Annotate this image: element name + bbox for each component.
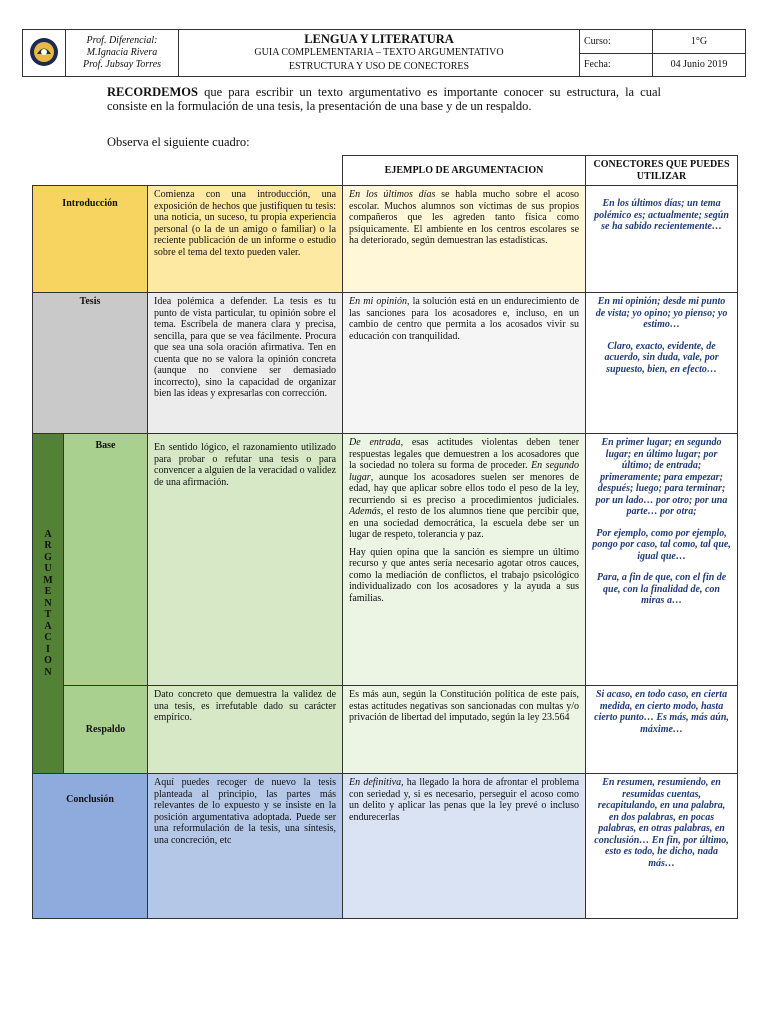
respaldo-connectors: Si acaso, en todo caso, en cierta medida, en cierto modo, hasta cierto punto… Es más, más aún, máxime…: [586, 686, 738, 774]
base-example-text1: , esas actitudes violentas deben tener respuestas legales que demuestren a los acosadores que la sociedad no tolera su forma de proceder.: [349, 437, 580, 471]
curso-value: 1°G: [653, 30, 746, 54]
conclusion-label: Conclusión: [33, 774, 148, 919]
fecha-label: Fecha:: [580, 53, 653, 77]
intro-text: que para escribir un texto argumentativo es importante conocer su estructura, la cual consiste en la formulación de una tesis, la presentación de una base y de un respaldo.: [107, 85, 661, 113]
title-cell: [179, 30, 580, 77]
row-introduccion: [33, 186, 738, 293]
argumentacion-vertical-label: A R G U M E N T A C I O N: [33, 434, 64, 774]
conclusion-desc: Aquí puedes recoger de nuevo la tesis planteada al principio, las partes más relevantes de lo expuesto y se insiste en la posición argumentativa adoptada. Puede ser una reformulación de la tesis, una síntesis, una concreción, etc: [148, 774, 343, 919]
base-example-text3: , el resto de los alumnos tiene que percibir que, en una sociedad democrática, la escuela debe ser un lugar de respeto, tolerancia y paz.: [349, 506, 580, 540]
tesis-example-text: , la solución está en un endurecimiento de las sanciones para los acosadores e, incluso, en un cambio de centro que permita a los acosados vivir su educación con tranquilidad.: [349, 296, 580, 342]
intro-lead: RECORDEMOS: [107, 85, 198, 99]
guide-subtitle: ESTRUCTURA Y USO DE CONECTORES: [288, 61, 470, 72]
row-respaldo: [33, 686, 738, 774]
tesis-desc: Idea polémica a defender. La tesis es tu punto de vista particular, tu opinión sobre el tema. Escríbela de manera clara y precisa, sencilla, para que se vea fácilmente. Procura que sea una sola oración afirmativa. Ten en cuenta que no se valora la opinión concreta (aunque no conviene ser demasiado incorrecto), sino la capacidad de organizar bien las ideas y expresarlas con corrección.: [148, 293, 343, 434]
empty-header-cell: [33, 156, 343, 186]
intro-paragraph: [107, 85, 661, 113]
introduccion-example: [343, 186, 586, 293]
conclusion-example: [343, 774, 586, 919]
col-conectores-header: CONECTORES QUE PUEDES UTILIZAR: [586, 156, 738, 186]
tesis-connectors-1: En mi opinión; desde mi punto de vista; yo opino; yo pienso; yo estimo…: [595, 296, 728, 330]
row-base: [33, 434, 738, 686]
introduccion-label: Introducción: [33, 186, 148, 293]
introduccion-desc: Comienza con una introducción, una exposición de hechos que justifiquen tu tesis: una noticia, un suceso, tu propia experiencia personal (o la de un amigo o familiar) o la reciente publicación de un informe o estudio sobre el tema del texto pueden valer.: [148, 186, 343, 293]
introduccion-example-em: En los últimos días: [349, 189, 436, 200]
prof-diferencial-name: M.Ignacia Rivera: [86, 47, 158, 58]
base-example-text2: , aunque los acosadores suelen ser menores de edad, hay que aplicar sobre ellos todo el peso de la ley, recurriendo si es preciso a procedimientos judiciales.: [349, 471, 580, 506]
teachers-cell: [66, 30, 179, 77]
base-desc: En sentido lógico, el razonamiento utilizado para probar o refutar una tesis o para convencer a alguien de la veracidad o validez de una afirmación.: [148, 434, 343, 686]
school-logo-cell: [23, 30, 66, 77]
base-example-p2: Hay quien opina que la sanción es siempre un último recurso y que antes sería necesario agotar otros cauces, como la mediación de conflictos, el trabajo psicológico individualizado con los acosadores y la ayuda a sus familias.: [349, 546, 580, 604]
base-connectors-3: Para, a fin de que, con el fin de que, con la finalidad de, con miras a…: [596, 572, 727, 606]
prof-name: Prof. Jubsay Torres: [82, 59, 162, 70]
respaldo-label: Respaldo: [64, 686, 148, 774]
introduccion-connectors: En los últimos días; un tema polémico es; actualmente; según se ha sabido recientemente…: [586, 186, 738, 293]
school-logo-icon: [29, 37, 59, 67]
base-connectors: [586, 434, 738, 686]
prof-diferencial-label: Prof. Diferencial:: [86, 35, 158, 46]
tesis-example: [343, 293, 586, 434]
base-connectors-1: En primer lugar; en segundo lugar; en último lugar; por último; de entrada; primeramente; para empezar; después; luego; para terminar; por un lado… por otro; por una parte… por otra;: [595, 437, 728, 517]
base-example-p1: [349, 437, 579, 541]
tesis-example-em: En mi opinión: [349, 296, 407, 307]
conclusion-connectors: En resumen, resumiendo, en resumidas cuentas, recapitulando, en una palabra, en dos palabras, en pocas palabras, en otras palabras, en conclusión… En fin, por último, esto es todo, he dicho, nada más…: [586, 774, 738, 919]
respaldo-desc: Dato concreto que demuestra la validez de una tesis, es irrefutable dado su carácter empírico.: [148, 686, 343, 774]
observa-text: Observa el siguiente cuadro:: [107, 135, 250, 149]
guide-title: GUIA COMPLEMENTARIA – TEXTO ARGUMENTATIVO: [254, 47, 504, 58]
curso-label: Curso:: [580, 30, 653, 54]
base-connectors-2: Por ejemplo, como por ejemplo, pongo por caso, tal como, tal que, igual que…: [592, 527, 731, 562]
header-table: [22, 29, 746, 77]
row-conclusion: [33, 774, 738, 919]
conclusion-example-em: En definitiva: [349, 777, 402, 788]
base-example-em2: En segundo lugar: [349, 460, 580, 483]
tesis-connectors-2: Claro, exacto, evidente, de acuerdo, sin duda, vale, por supuesto, bien, en efecto…: [604, 340, 719, 375]
base-example-em3: Además: [349, 506, 381, 517]
tesis-label: Tesis: [33, 293, 148, 434]
conclusion-example-text: , ha llegado la hora de afrontar el problema con seriedad y, si es necesario, perseguir el acoso como un delito y aplicar las penas que la ley prevé o incluso endurecerlas: [349, 777, 580, 823]
introduccion-example-text: se habla mucho sobre el acoso escolar. Muchos alumnos son víctimas de sus propios compañeros que les agreden tanto física como psíquicamente. El ambiente en los centros escolares se ha deteriorado, según demuestran las estadísticas.: [349, 189, 580, 246]
subject-title: LENGUA Y LITERATURA: [304, 32, 454, 46]
col-ejemplo-header: EJEMPLO DE ARGUMENTACION: [343, 156, 586, 186]
row-tesis: [33, 293, 738, 434]
base-example: [343, 434, 586, 686]
tesis-connectors: [586, 293, 738, 434]
fecha-value: 04 Junio 2019: [653, 53, 746, 77]
argument-structure-table: [32, 155, 738, 919]
base-example-em1: De entrada: [349, 437, 401, 448]
respaldo-example: Es más aun, según la Constitución política de este país, estas actitudes negativas son sancionadas con multas y/o privación de libertad del imputado, según la ley 23.564: [343, 686, 586, 774]
base-label: Base: [64, 434, 148, 686]
